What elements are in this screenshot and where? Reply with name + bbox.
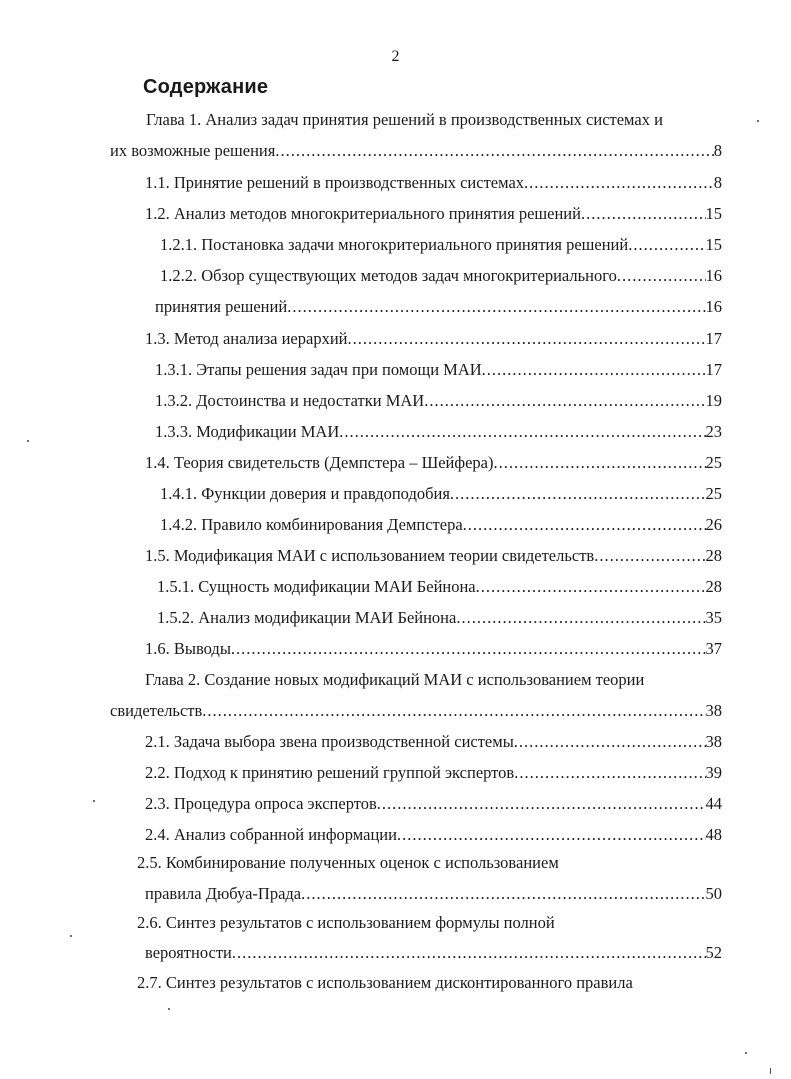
toc-entry-text: 2.6. Синтез результатов с использованием формулы полной	[137, 913, 555, 932]
scan-speck	[757, 120, 759, 122]
toc-leader-dots	[450, 482, 706, 506]
toc-leader-dots	[514, 730, 706, 754]
toc-leader-dots	[347, 327, 705, 351]
toc-entry-text: принятия решений	[155, 297, 288, 316]
toc-page-number: 8	[713, 141, 722, 160]
scan-speck	[70, 935, 72, 937]
toc-entry-2-2	[145, 761, 722, 785]
toc-leader-dots	[524, 171, 714, 195]
toc-entry-text: 2.2. Подход к принятию решений группой экспертов	[145, 763, 515, 782]
toc-page-number: 37	[705, 639, 722, 658]
toc-page-number: 38	[705, 732, 722, 751]
toc-entry-1-3-3	[155, 420, 722, 444]
toc-leader-dots	[493, 451, 705, 475]
toc-entry-1-4	[145, 451, 722, 475]
scan-speck	[168, 1008, 170, 1010]
toc-page-number: 16	[705, 297, 722, 316]
toc-entry-2-3	[145, 792, 722, 816]
toc-leader-dots	[514, 761, 705, 785]
toc-entry-text: правила Дюбуа-Прада	[145, 884, 302, 903]
toc-entry-text: их возможные решения	[110, 141, 276, 160]
scan-speck	[770, 1068, 771, 1074]
toc-entry-chapter-2-cont	[110, 699, 722, 723]
toc-entry-text: 2.7. Синтез результатов с использованием дисконтированного правила	[137, 973, 633, 992]
toc-entry-chapter-1	[146, 108, 726, 132]
toc-leader-dots	[463, 513, 706, 537]
toc-leader-dots	[202, 699, 705, 723]
toc-page-number: 26	[705, 515, 722, 534]
toc-leader-dots	[232, 941, 706, 965]
toc-leader-dots	[231, 637, 706, 661]
toc-page-number: 17	[705, 360, 722, 379]
toc-entry-text: 2.1. Задача выбора звена производственной системы	[145, 732, 514, 751]
toc-entry-text: 1.3.3. Модификации МАИ	[155, 422, 340, 441]
scan-speck	[27, 440, 29, 442]
page-title: Содержание	[143, 76, 269, 98]
page-number: 2	[391, 48, 400, 65]
toc-leader-dots	[594, 544, 705, 568]
toc-entry-text: Глава 2. Создание новых модификаций МАИ с использованием теории	[145, 670, 645, 689]
toc-page-number: 8	[713, 173, 722, 192]
toc-entry-1-5	[145, 544, 722, 568]
toc-entry-text: 1.5. Модификация МАИ с использованием теории свидетельств	[145, 546, 595, 565]
toc-entry-text: 1.2. Анализ методов многокритериального принятия решений	[145, 204, 581, 223]
toc-leader-dots	[377, 792, 706, 816]
toc-leader-dots	[287, 295, 705, 319]
toc-leader-dots	[581, 202, 706, 226]
toc-page-number: 15	[705, 204, 722, 223]
toc-leader-dots	[397, 823, 706, 847]
toc-entry-1-4-1	[160, 482, 722, 506]
toc-entry-1-1	[145, 171, 722, 195]
toc-leader-dots	[476, 575, 706, 599]
toc-entry-text: вероятности	[145, 943, 232, 962]
toc-entry-text: 1.5.1. Сущность модификации МАИ Бейнона	[157, 577, 476, 596]
toc-entry-text: 1.3.2. Достоинства и недостатки МАИ	[155, 391, 425, 410]
toc-entry-text: 1.6. Выводы	[145, 639, 231, 658]
toc-entry-text: 1.3. Метод анализа иерархий	[145, 329, 348, 348]
toc-entry-2-4	[145, 823, 722, 847]
scan-speck	[93, 800, 95, 802]
toc-entry-text: свидетельств	[110, 701, 203, 720]
toc-page-number: 15	[705, 235, 722, 254]
toc-page-number: 23	[705, 422, 722, 441]
toc-entry-2-6	[137, 911, 722, 935]
toc-entry-1-5-2	[157, 606, 722, 630]
toc-leader-dots	[275, 139, 713, 163]
toc-entry-text: 1.3.1. Этапы решения задач при помощи МАИ	[155, 360, 482, 379]
toc-entry-2-1	[145, 730, 722, 754]
toc-entry-2-6-cont	[145, 941, 722, 965]
toc-leader-dots	[482, 358, 706, 382]
toc-entry-text: 1.4.2. Правило комбинирования Демпстера	[160, 515, 463, 534]
toc-entry-2-7	[137, 971, 727, 995]
toc-page-number: 25	[705, 453, 722, 472]
toc-page-number: 17	[705, 329, 722, 348]
toc-leader-dots	[424, 389, 705, 413]
toc-leader-dots	[617, 264, 706, 288]
toc-page-number: 28	[705, 546, 722, 565]
toc-entry-1-4-2	[160, 513, 722, 537]
toc-page-number: 38	[705, 701, 722, 720]
toc-entry-chapter-2	[145, 668, 725, 692]
toc-page-number: 39	[705, 763, 722, 782]
toc-entry-1-3	[145, 327, 722, 351]
toc-entry-text: Глава 1. Анализ задач принятия решений в производственных системах и	[146, 110, 663, 129]
toc-entry-2-5	[137, 851, 722, 875]
toc-entry-1-3-2	[155, 389, 722, 413]
toc-entry-1-6	[145, 637, 722, 661]
toc-page-number: 44	[705, 794, 722, 813]
toc-page-number: 35	[705, 608, 722, 627]
toc-page-number: 19	[705, 391, 722, 410]
toc-page-number: 16	[705, 266, 722, 285]
toc-entry-1-2-2-cont	[155, 295, 722, 319]
toc-page-number: 50	[705, 884, 722, 903]
toc-entry-2-5-cont	[145, 882, 722, 906]
toc-page-number: 48	[705, 825, 722, 844]
toc-entry-text: 1.2.2. Обзор существующих методов задач многокритериального	[160, 266, 617, 285]
toc-page-number: 52	[705, 943, 722, 962]
toc-entry-text: 1.5.2. Анализ модификации МАИ Бейнона	[157, 608, 457, 627]
toc-entry-text: 2.4. Анализ собранной информации	[145, 825, 397, 844]
toc-entry-text: 1.4.1. Функции доверия и правдоподобия	[160, 484, 450, 503]
toc-entry-text: 1.1. Принятие решений в производственных системах	[145, 173, 525, 192]
toc-leader-dots	[628, 233, 705, 257]
toc-entry-1-5-1	[157, 575, 722, 599]
toc-entry-text: 2.5. Комбинирование полученных оценок с использованием	[137, 853, 559, 872]
toc-entry-text: 2.3. Процедура опроса экспертов	[145, 794, 377, 813]
toc-entry-1-2-2	[160, 264, 722, 288]
toc-entry-text: 1.2.1. Постановка задачи многокритериального принятия решений	[160, 235, 629, 254]
toc-entry-1-2-1	[160, 233, 722, 257]
toc-entry-chapter-1-cont	[110, 139, 722, 163]
scan-speck	[745, 1052, 747, 1054]
toc-leader-dots	[339, 420, 705, 444]
toc-leader-dots	[301, 882, 705, 906]
toc-entry-1-3-1	[155, 358, 722, 382]
toc-page-number: 28	[705, 577, 722, 596]
toc-leader-dots	[456, 606, 705, 630]
toc-page-number: 25	[705, 484, 722, 503]
toc-entry-1-2	[145, 202, 722, 226]
toc-entry-text: 1.4. Теория свидетельств (Демпстера – Шейфера)	[145, 453, 494, 472]
